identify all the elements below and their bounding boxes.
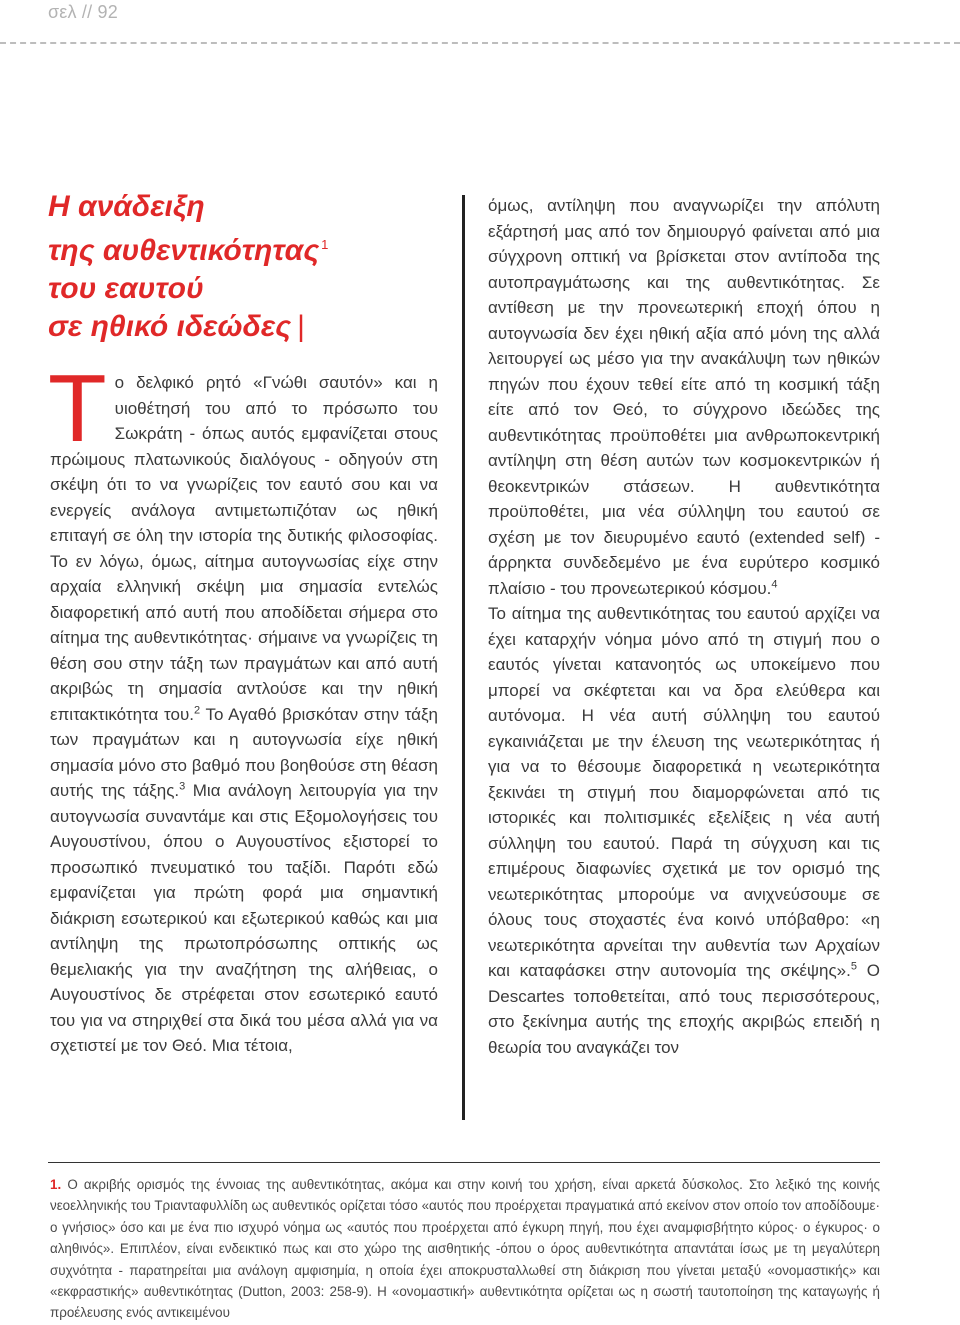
drop-cap: Τ bbox=[48, 355, 107, 462]
title-footnote-ref: 1 bbox=[321, 237, 329, 252]
title-line-4-text: σε ηθικό ιδεώδες bbox=[48, 310, 292, 343]
right-text-3: Ο Descartes τοποθετείται, από τους περισσότερους, στο ξεκίνημα αυτής της εποχής ακριβώς επειδή η θεωρία του αναγκάζει τον bbox=[488, 961, 880, 1057]
title-line-3: του εαυτού bbox=[48, 272, 204, 305]
left-paragraph bbox=[48, 355, 439, 1059]
right-column bbox=[488, 193, 880, 1060]
footnote-divider bbox=[48, 1162, 880, 1163]
footnote-ref-2: 2 bbox=[193, 703, 201, 716]
left-text-1: ο δελφικό ρητό «Γνώθι σαυτόν» και η υιοθέτησή του από το πρόσωπο του Σωκράτη - όπως αυτός εμφανίζεται στους πρώιμους πλατωνικούς διαλόγους - οδηγούν στη σκέψη ότι το να γνωρίζεις τον εαυτό σου και να ενεργείς ανάλογα αντιμετωπιζόταν ως ηθική επιταγή σε όλη την ιστορία της δυτικής φιλοσοφίας. Το εν λόγω, όμως, αίτημα αυτογνωσίας είχε στην αρχαία ελληνική σκέψη μια σημασία εντελώς διαφορετική από αυτή που αποδίδεται σήμερα στο αίτημα της αυθεντικότητας· σήμαινε να γνωρίζεις τη θέση σου στην τάξη των πραγμάτων και από αυτή ακριβώς τη σημασία αντλούσε και την ηθική επιτακτικότητα του. bbox=[50, 373, 438, 724]
article-title bbox=[48, 188, 448, 346]
footnote-ref-5: 5 bbox=[850, 960, 857, 973]
title-bar: | bbox=[297, 310, 305, 343]
footnote-ref-4: 4 bbox=[771, 577, 778, 590]
footnote-ref-3: 3 bbox=[179, 780, 186, 793]
header-divider bbox=[0, 42, 960, 44]
right-paragraph-1 bbox=[488, 193, 880, 601]
right-paragraph-2 bbox=[488, 601, 880, 1060]
column-divider bbox=[462, 195, 465, 1120]
title-line-4 bbox=[48, 308, 448, 346]
page-number: σελ // 92 bbox=[48, 2, 118, 22]
title-line-2 bbox=[48, 226, 448, 270]
left-text-3: Μια ανάλογη λειτουργία για την αυτογνωσία συναντάμε και στις Εξομολογήσεις του Αυγουστίνου, όπου ο Αυγουστίνος εξιστορεί το προσωπικό πνευματικό του ταξίδι. Παρότι εδώ εμφανίζεται για πρώτη φορά μια σημαντική διάκριση εσωτερικού και εξωτερικού καθώς και μια αντίληψη της πρωτοπρόσωπης οπτικής ως θεμελιακής για την αναζήτηση της αλήθειας, ο Αυγουστίνος δε στρέφεται στον εσωτερικό εαυτό του για να στηριχθεί στα δικά του μέσα αλλά για να σχετιστεί με τον Θεό. Μια τέτοια, bbox=[50, 781, 438, 1055]
title-line-1: Η ανάδειξη bbox=[48, 190, 205, 223]
left-column bbox=[48, 355, 439, 1059]
footnote-number: 1. bbox=[50, 1177, 62, 1192]
left-text-2: Το Αγαθό βρισκόταν στην τάξη των πραγμάτων και η αυτογνωσία είχε ηθική σημασία μόνο στο βαθμό που βοηθούσε στη θέαση αυτής της τάξης. bbox=[50, 704, 439, 800]
right-text-2: Το αίτημα της αυθεντικότητας του εαυτού αρχίζει να έχει καταρχήν νόημα μόνο από τη στιγμή που ο εαυτός γίνεται κατανοητός ως υποκείμενο που μπορεί να σκέφτεται και να δρα ελεύθερα και αυτόνομα. Η νέα αυτή σύλληψη του εαυτού εγκαινιάζεται με την έλευση της νεωτερικότητας ή για να το θέσουμε διαφορετικά η νεωτερικότητα ξεκινάει τη στιγμή που διαμορφώνεται από τις ιστορικές και πολιτισμικές εξελίξεις η νέα αυτή σύλληψη του εαυτού. Παρά τη σύγχυση και τις επιμέρους διαφωνίες σχετικά με τον ορισμό της νεωτερικότητας μπορούμε να ανιχνεύσουμε σε όλους τους στοχαστές ένα κοινό υπόβαθρο: «η νεωτερικότητα αρνείται την αυθεντία των Αρχαίων και καταφάσκει στην αυτονομία της σκέψης». bbox=[488, 604, 880, 980]
title-line-2-text: της αυθεντικότητας bbox=[48, 234, 320, 267]
right-text-1: όμως, αντίληψη που αναγνωρίζει την απόλυτη εξάρτησή μας από τον δημιουργό φαίνεται από μια σύγχρονη οπτική να βρίσκεται στον αντίποδα της αυτοπραγμάτωσης και της αυθεντικότητας. Σε αντίθεση με την προνεωτερική εποχή όπου η αυτογνωσία δεν έχει ηθική αξία από μόνη της αλλά λειτουργεί ως μέσο για την ανακάλυψη των ηθικών πηγών που έχουν τεθεί είτε από τη κοσμική τάξη είτε από τον Θεό, το σύγχρονο ιδεώδες της αυθεντικότητας προϋποθέτει μια ανθρωποκεντρική αντίληψη στη θέση αυτών των κοσμοκεντρικών ή θεοκεντρικών στάσεων. Η αυθεντικότητα προϋποθέτει, μια νέα σύλληψη του εαυτού σε σχέση με τον διευρυμένο εαυτό (extended self) - άρρηκτα συνδεδεμένο με ένα ευρύτερο κοσμικό πλαίσιο - του προνεωτερικού κόσμου. bbox=[488, 196, 880, 598]
footnote-1 bbox=[50, 1174, 880, 1324]
footnote-text: Ο ακριβής ορισμός της έννοιας της αυθεντικότητας, ακόμα και στην κοινή του χρήση, είναι αρκετά δύσκολος. Στο λεξικό της κοινής νεοελληνικής του Τριανταφυλλίδη ως αυθεντικός ορίζεται τόσο «αυτός που προέρχεται πραγματικά από εκείνον στον οποίο τον αποδίδουμε· ο γνήσιος» όσο και με ένα πιο ισχυρό νόημα ως «αυτός που προέρχεται από έγκυρη πηγή, που έχει αναμφισβήτητο κύρος· ο έγκυρος· ο αληθινός». Επιπλέον, είναι ενδεικτικό πως και στο χώρο της αισθητικής -όπου ο όρος αυθεντικότητα απαντάται ίσως με τη μεγαλύτερη συχνότητα - παρατηρείται μια ανάλογη αμφισημία, η οποία έχει αποκρυσταλλωθεί στη διάκριση που γίνεται μεταξύ «ονομαστικής» και «εκφραστικής» αυθεντικότητας (Dutton, 2003: 258-9). Η «ονομαστική» αυθεντικότητα ορίζεται ως η σωστή ταυτοποίηση της καταγωγής ή προέλευσης ενός αντικειμένου bbox=[50, 1177, 880, 1321]
